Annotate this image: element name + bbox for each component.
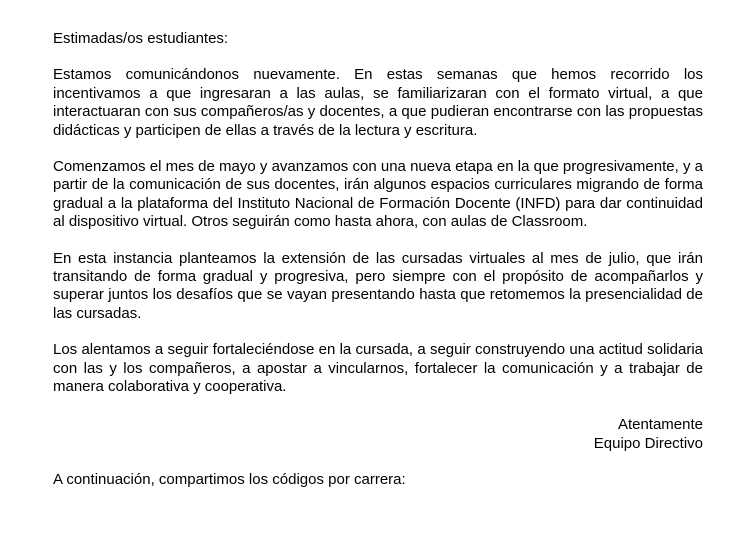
- paragraph-3: En esta instancia planteamos la extensión de las cursadas virtuales al mes de julio, que irán transitando de forma gradual y progresiva, pero siempre con el propósito de acompañarlos y superar juntos los desafíos que se vayan presentando hasta que retomemos la presencialidad de las cursadas.: [53, 249, 703, 322]
- letter-body: [53, 30, 703, 489]
- paragraph-4: Los alentamos a seguir fortaleciéndose en la cursada, a seguir construyendo una actitud solidaria con las y los compañeros, a apostar a vincularnos, fortalecer la comunicación y a trabajar de manera colaborativa y cooperativa.: [53, 341, 703, 396]
- salutation: Estimadas/os estudiantes:: [53, 30, 229, 47]
- signature-name: Equipo Directivo: [593, 434, 703, 452]
- signature-block: [53, 415, 703, 453]
- signoff: Atentamente: [617, 415, 703, 433]
- paragraph-2: Comenzamos el mes de mayo y avanzamos con una nueva etapa en la que progresivamente, y a partir de la comunicación de sus docentes, irán algunos espacios curriculares migrando de forma gradual a la plataforma del Instituto Nacional de Formación Docente (INFD) para dar continuidad al dispositivo virtual. Otros seguirán como hasta ahora, con aulas de Classroom.: [53, 158, 703, 231]
- closing-line: A continuación, compartimos los códigos por carrera:: [53, 470, 406, 488]
- paragraph-1: Estamos comunicándonos nuevamente. En estas semanas que hemos recorrido los incentivamos a que ingresaran a las aulas, se familiarizaran con el formato virtual, a que interactuaran con sus compañeros/as y docentes, a que pudieran encontrarse con las propuestas didácticas y participen de ellas a través de la lectura y escritura.: [53, 66, 703, 139]
